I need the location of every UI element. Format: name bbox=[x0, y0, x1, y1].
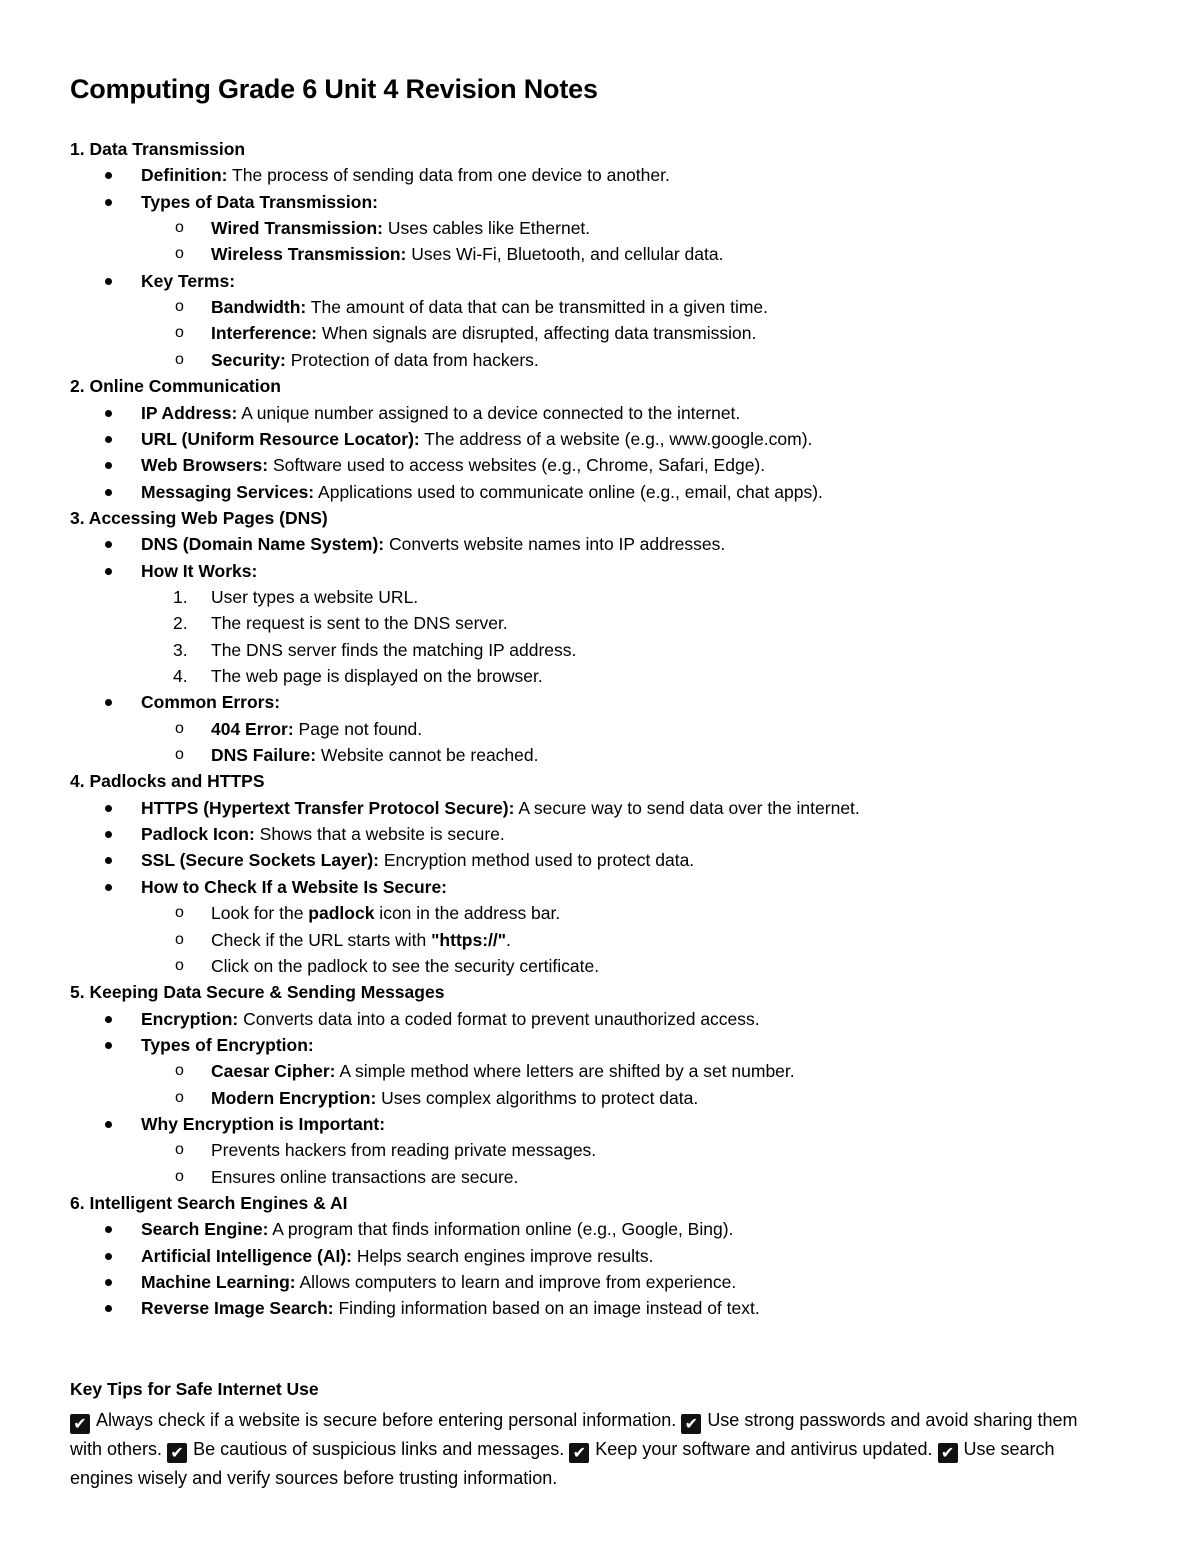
sub-bullet-icon: o bbox=[175, 350, 184, 368]
item-term: HTTPS (Hypertext Transfer Protocol Secure): bbox=[141, 797, 515, 818]
bullet-icon bbox=[105, 541, 112, 548]
item-prefix: Look for the bbox=[211, 903, 309, 924]
bullet-icon bbox=[105, 857, 112, 864]
bullet-icon bbox=[105, 699, 112, 706]
item-description: Ensures online transactions are secure. bbox=[211, 1166, 519, 1187]
item-description: Uses complex algorithms to protect data. bbox=[376, 1087, 699, 1108]
tip-text: Keep your software and antivirus updated. bbox=[595, 1439, 933, 1459]
bullet-icon bbox=[105, 1226, 112, 1233]
item-term: Types of Encryption: bbox=[141, 1034, 314, 1055]
bullet-text bbox=[141, 531, 725, 557]
checkmark-icon: ✔ bbox=[70, 1414, 90, 1434]
item-description: The web page is displayed on the browser. bbox=[211, 666, 543, 686]
bullet-text bbox=[141, 426, 812, 452]
sub-item-text bbox=[211, 584, 418, 610]
item-term: Web Browsers: bbox=[141, 455, 269, 476]
tip-text: Be cautious of suspicious links and messages. bbox=[193, 1439, 565, 1459]
bullet-icon bbox=[105, 489, 112, 496]
item-description: A secure way to send data over the internet. bbox=[514, 797, 860, 818]
sub-bullet-icon: o bbox=[175, 219, 184, 237]
item-term: Modern Encryption: bbox=[211, 1087, 377, 1108]
bullet-text bbox=[141, 1269, 736, 1295]
sub-item-text bbox=[211, 637, 576, 663]
item-term: Search Engine: bbox=[141, 1219, 269, 1240]
bullet-icon bbox=[105, 1121, 112, 1128]
key-tips-body bbox=[70, 1406, 1080, 1493]
item-term: Wireless Transmission: bbox=[211, 244, 407, 265]
bullet-icon bbox=[105, 1253, 112, 1260]
page-title: Computing Grade 6 Unit 4 Revision Notes bbox=[70, 74, 598, 104]
sub-item-text bbox=[211, 1058, 795, 1084]
item-description: Helps search engines improve results. bbox=[352, 1245, 654, 1266]
item-term: Key Terms: bbox=[141, 270, 236, 291]
key-tips-section bbox=[70, 1376, 1080, 1493]
item-description: A program that finds information online (e.g., Google, Bing). bbox=[268, 1219, 734, 1240]
item-description: . bbox=[506, 929, 511, 950]
item-description: Uses Wi-Fi, Bluetooth, and cellular data. bbox=[406, 244, 724, 265]
sub-item-text bbox=[211, 294, 768, 320]
sub-bullet-icon: o bbox=[175, 719, 184, 737]
bullet-icon bbox=[105, 462, 112, 469]
checkmark-icon: ✔ bbox=[681, 1414, 701, 1434]
sub-bullet-icon: o bbox=[175, 324, 184, 342]
bullet-icon bbox=[105, 1016, 112, 1023]
sub-item-text bbox=[211, 320, 756, 346]
sub-bullet-icon: o bbox=[175, 298, 184, 316]
item-description: When signals are disrupted, affecting data transmission. bbox=[317, 323, 757, 344]
bullet-icon bbox=[105, 1042, 112, 1049]
item-term: Why Encryption is Important: bbox=[141, 1113, 386, 1134]
section-heading: 3. Accessing Web Pages (DNS) bbox=[70, 507, 328, 528]
sub-bullet-icon: o bbox=[175, 1062, 184, 1080]
bullet-icon bbox=[105, 884, 112, 891]
item-description: Converts website names into IP addresses. bbox=[384, 534, 726, 555]
item-term: How It Works: bbox=[141, 560, 258, 581]
item-description: icon in the address bar. bbox=[374, 903, 561, 924]
item-term: 404 Error: bbox=[211, 718, 294, 739]
item-description: Protection of data from hackers. bbox=[285, 349, 539, 370]
tip-text: Always check if a website is secure before entering personal information. bbox=[96, 1410, 677, 1430]
item-description: Converts data into a coded format to prevent unauthorized access. bbox=[238, 1008, 760, 1029]
sub-item-text bbox=[211, 1164, 518, 1190]
step-number: 1. bbox=[173, 586, 188, 607]
bullet-text bbox=[141, 874, 447, 900]
item-description: The amount of data that can be transmitted in a given time. bbox=[306, 297, 769, 318]
item-description: The address of a website (e.g., www.google.com). bbox=[419, 428, 813, 449]
bullet-icon bbox=[105, 436, 112, 443]
bullet-text bbox=[141, 1032, 314, 1058]
sub-bullet-icon: o bbox=[175, 904, 184, 922]
sub-item-text bbox=[211, 663, 543, 689]
item-description: Shows that a website is secure. bbox=[254, 824, 505, 845]
bullet-text bbox=[141, 558, 257, 584]
bullet-text bbox=[141, 689, 280, 715]
step-number: 2. bbox=[173, 613, 188, 634]
section-heading: 1. Data Transmission bbox=[70, 139, 246, 159]
sub-item-text bbox=[211, 610, 508, 636]
bullet-icon bbox=[105, 1305, 112, 1312]
section-heading: 4. Padlocks and HTTPS bbox=[70, 771, 265, 792]
item-term: URL (Uniform Resource Locator): bbox=[141, 428, 420, 449]
checkmark-icon: ✔ bbox=[569, 1443, 589, 1463]
section-heading: 2. Online Communication bbox=[70, 376, 281, 397]
bullet-text bbox=[141, 400, 740, 426]
item-term: Messaging Services: bbox=[141, 481, 315, 502]
sub-bullet-icon: o bbox=[175, 1167, 184, 1185]
bullet-text bbox=[141, 452, 765, 478]
sub-item-text bbox=[211, 1085, 698, 1111]
tip-text: Use strong passwords and avoid sharing them with others. bbox=[70, 1410, 1078, 1459]
section-heading: 5. Keeping Data Secure & Sending Messages bbox=[70, 982, 445, 1003]
item-term: Wired Transmission: bbox=[211, 218, 383, 239]
key-tips-title: Key Tips for Safe Internet Use bbox=[70, 1379, 319, 1399]
bullet-text bbox=[141, 847, 694, 873]
item-term: Artificial Intelligence (AI): bbox=[141, 1245, 352, 1266]
item-term: Common Errors: bbox=[141, 692, 281, 713]
checkmark-icon: ✔ bbox=[938, 1443, 958, 1463]
sub-item-text bbox=[211, 716, 422, 742]
item-description: Click on the padlock to see the security certificate. bbox=[211, 955, 600, 976]
item-description: The DNS server finds the matching IP address. bbox=[211, 639, 577, 660]
item-term: DNS Failure: bbox=[211, 745, 317, 766]
step-number: 4. bbox=[173, 666, 188, 686]
sub-bullet-icon: o bbox=[175, 1141, 184, 1159]
bullet-text bbox=[141, 1006, 760, 1032]
item-description: Allows computers to learn and improve from experience. bbox=[295, 1272, 737, 1293]
item-description: Applications used to communicate online (e.g., email, chat apps). bbox=[314, 481, 823, 502]
sub-item-text bbox=[211, 900, 560, 926]
sub-bullet-icon: o bbox=[175, 1088, 184, 1106]
bullet-text bbox=[141, 1295, 760, 1321]
tip-text: Use search engines wisely and verify sources before trusting information. bbox=[70, 1439, 1055, 1488]
item-description: Finding information based on an image instead of text. bbox=[333, 1298, 760, 1319]
item-term: SSL (Secure Sockets Layer): bbox=[141, 850, 379, 871]
item-description: A unique number assigned to a device connected to the internet. bbox=[237, 402, 741, 423]
item-prefix: Check if the URL starts with bbox=[211, 929, 432, 950]
bullet-text bbox=[141, 162, 670, 188]
item-term: How to Check If a Website Is Secure: bbox=[141, 876, 448, 897]
item-description: Prevents hackers from reading private messages. bbox=[211, 1140, 597, 1161]
sub-item-text bbox=[211, 1137, 596, 1163]
item-term: IP Address: bbox=[141, 402, 238, 423]
item-term: "https://" bbox=[431, 929, 507, 950]
item-term: Encryption: bbox=[141, 1008, 239, 1029]
item-description: The request is sent to the DNS server. bbox=[211, 613, 508, 634]
sub-bullet-icon: o bbox=[175, 245, 184, 263]
bullet-icon bbox=[105, 831, 112, 838]
bullet-text bbox=[141, 795, 860, 821]
item-term: Machine Learning: bbox=[141, 1272, 296, 1293]
sub-item-text bbox=[211, 927, 511, 953]
item-term: padlock bbox=[308, 903, 375, 924]
bullet-icon bbox=[105, 805, 112, 812]
sub-item-text bbox=[211, 953, 599, 979]
bullet-text bbox=[141, 189, 378, 215]
bullet-text bbox=[141, 1216, 733, 1242]
item-term: Types of Data Transmission: bbox=[141, 191, 378, 212]
item-term: Interference: bbox=[211, 323, 318, 344]
bullet-text bbox=[141, 268, 235, 294]
item-term: Definition: bbox=[141, 165, 228, 186]
item-description: Website cannot be reached. bbox=[316, 745, 539, 766]
sub-item-text bbox=[211, 215, 590, 241]
item-term: DNS (Domain Name System): bbox=[141, 534, 385, 555]
item-term: Bandwidth: bbox=[211, 297, 307, 318]
item-description: Page not found. bbox=[293, 718, 423, 739]
sub-bullet-icon: o bbox=[175, 956, 184, 974]
step-number: 3. bbox=[173, 639, 188, 660]
sub-bullet-icon: o bbox=[175, 746, 184, 764]
bullet-text bbox=[141, 1111, 385, 1137]
bullet-icon bbox=[105, 199, 112, 206]
sub-item-text bbox=[211, 241, 723, 267]
item-description: Software used to access websites (e.g., Chrome, Safari, Edge). bbox=[268, 455, 766, 476]
item-description: Encryption method used to protect data. bbox=[378, 850, 695, 871]
bullet-icon bbox=[105, 410, 112, 417]
item-description: The process of sending data from one device to another. bbox=[227, 165, 670, 186]
item-description: Uses cables like Ethernet. bbox=[382, 218, 591, 239]
checkmark-icon: ✔ bbox=[167, 1443, 187, 1463]
item-term: Caesar Cipher: bbox=[211, 1061, 336, 1082]
bullet-text bbox=[141, 479, 823, 505]
item-term: Reverse Image Search: bbox=[141, 1298, 334, 1319]
item-description: User types a website URL. bbox=[211, 586, 419, 607]
bullet-icon bbox=[105, 172, 112, 179]
bullet-text bbox=[141, 821, 505, 847]
bullet-icon bbox=[105, 278, 112, 285]
section-heading: 6. Intelligent Search Engines & AI bbox=[70, 1193, 348, 1213]
bullet-icon bbox=[105, 568, 112, 575]
sub-item-text bbox=[211, 347, 539, 373]
bullet-text bbox=[141, 1243, 654, 1269]
item-description: A simple method where letters are shifted by a set number. bbox=[335, 1061, 795, 1082]
sub-item-text bbox=[211, 742, 539, 768]
item-term: Security: bbox=[211, 349, 286, 370]
item-term: Padlock Icon: bbox=[141, 824, 255, 845]
bullet-icon bbox=[105, 1279, 112, 1286]
sub-bullet-icon: o bbox=[175, 930, 184, 948]
